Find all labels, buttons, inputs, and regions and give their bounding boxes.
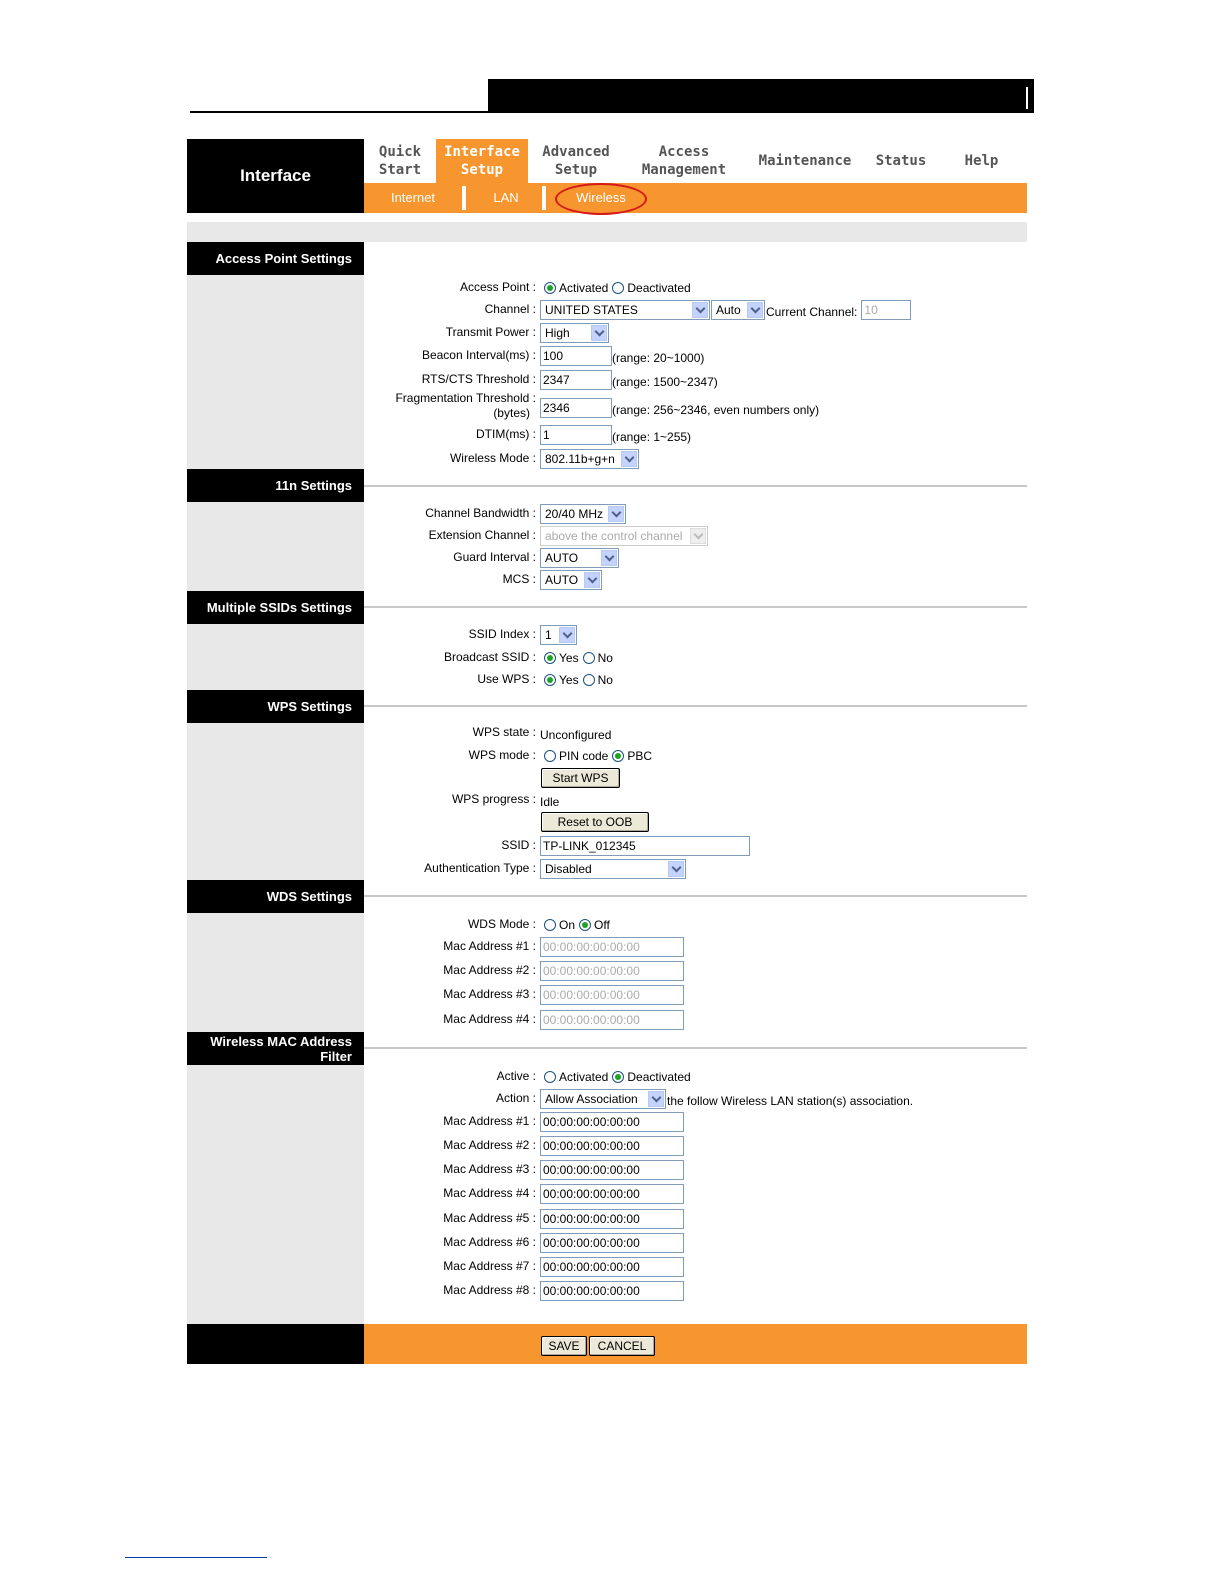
menu-label: Setup xyxy=(460,162,504,178)
row-channel xyxy=(187,299,1027,321)
chevron-down-icon xyxy=(668,861,684,877)
filter-mac-input[interactable]: 00:00:00:00:00:00 xyxy=(540,1160,684,1180)
filter-mac-label: Mac Address #6 : xyxy=(443,1235,536,1249)
section-11n-settings: 11n Settings xyxy=(187,469,364,502)
row-filter-mac-3 xyxy=(187,1159,1027,1181)
page-header-rule xyxy=(190,111,488,113)
filter-action-label: Action : xyxy=(495,1091,536,1105)
start-wps-control xyxy=(541,767,620,789)
submenu-internet[interactable]: Internet xyxy=(390,190,436,205)
section-logo xyxy=(187,139,364,213)
row-mcs xyxy=(187,569,1027,591)
menu-maintenance[interactable]: Maintenance xyxy=(758,153,852,169)
filter-mac-label: Mac Address #1 : xyxy=(443,1114,536,1128)
current-channel-field: 10 xyxy=(861,300,911,320)
broadcast-ssid-yes-radio[interactable] xyxy=(544,652,556,664)
chevron-down-icon xyxy=(692,302,708,318)
transmit-power-select[interactable] xyxy=(540,323,609,343)
menu-label: Quick xyxy=(378,144,422,160)
menu-label: Interface xyxy=(444,144,520,160)
wds-mode-control xyxy=(540,914,610,936)
wds-mac-control xyxy=(540,936,684,958)
filter-mac-input[interactable]: 00:00:00:00:00:00 xyxy=(540,1281,684,1301)
row-broadcast-ssid xyxy=(187,647,1027,669)
chevron-down-icon xyxy=(601,550,617,566)
menu-quick-start[interactable] xyxy=(364,139,436,183)
filter-mac-input[interactable]: 00:00:00:00:00:00 xyxy=(540,1209,684,1229)
row-filter-active xyxy=(187,1066,1027,1088)
section-divider xyxy=(364,705,1027,707)
filter-mac-control xyxy=(540,1135,684,1157)
footer-right xyxy=(364,1324,1027,1364)
channel-number-select[interactable] xyxy=(711,300,765,320)
radio-label: Activated xyxy=(559,281,609,295)
radio-label: Yes xyxy=(559,673,579,687)
select-value: above the control channel xyxy=(545,529,683,543)
row-reset-oob xyxy=(187,811,1027,833)
submenu-separator xyxy=(462,186,466,210)
menu-advanced-setup[interactable] xyxy=(528,139,624,183)
select-value: High xyxy=(545,326,570,340)
submenu-lan[interactable]: LAN xyxy=(493,190,519,205)
chevron-down-icon xyxy=(747,302,763,318)
authentication-type-label: Authentication Type : xyxy=(424,861,536,875)
rts-threshold-label: RTS/CTS Threshold : xyxy=(421,372,536,386)
label-line: Fragmentation Threshold : xyxy=(395,391,536,405)
section-divider xyxy=(364,1047,1027,1049)
row-guard-interval xyxy=(187,547,1027,569)
channel-bandwidth-control xyxy=(540,503,626,525)
chevron-down-icon xyxy=(608,506,624,522)
authentication-type-select[interactable] xyxy=(540,859,686,879)
menu-access-management[interactable] xyxy=(624,139,744,183)
start-wps-button[interactable]: Start WPS xyxy=(541,768,620,788)
extension-channel-label: Extension Channel : xyxy=(428,528,536,542)
footer-left xyxy=(187,1324,364,1364)
chevron-down-icon xyxy=(690,528,706,544)
rts-threshold-control xyxy=(540,369,718,391)
select-value: AUTO xyxy=(545,573,579,587)
row-start-wps xyxy=(187,767,1027,789)
section-divider xyxy=(364,485,1027,487)
select-value: Disabled xyxy=(545,862,592,876)
use-wps-no-radio[interactable] xyxy=(583,674,595,686)
menu-label: Start xyxy=(378,162,422,178)
filter-mac-label: Mac Address #7 : xyxy=(443,1259,536,1273)
section-wps-settings: WPS Settings xyxy=(187,690,364,723)
channel-label: Channel : xyxy=(484,302,536,316)
section-wireless-mac-filter xyxy=(187,1032,364,1065)
wps-state-value: Unconfigured xyxy=(540,728,612,742)
ssid-index-label: SSID Index : xyxy=(468,627,536,641)
filter-mac-control xyxy=(540,1183,684,1205)
filter-mac-label: Mac Address #5 : xyxy=(443,1211,536,1225)
use-wps-yes-radio[interactable] xyxy=(544,674,556,686)
row-wds-mac-3 xyxy=(187,984,1027,1006)
dtim-input[interactable]: 1 xyxy=(540,425,612,445)
radio-label: No xyxy=(597,673,613,687)
dtim-control xyxy=(540,424,691,446)
channel-region-select[interactable] xyxy=(540,300,710,320)
row-wds-mac-4 xyxy=(187,1009,1027,1031)
filter-mac-input[interactable]: 00:00:00:00:00:00 xyxy=(540,1257,684,1277)
wds-mac-input[interactable]: 00:00:00:00:00:00 xyxy=(540,961,684,981)
row-filter-mac-6 xyxy=(187,1232,1027,1254)
select-value: 20/40 MHz xyxy=(545,507,604,521)
menu-label: Advanced xyxy=(542,144,610,160)
filter-mac-control xyxy=(540,1208,684,1230)
wds-mac-input[interactable]: 00:00:00:00:00:00 xyxy=(540,937,684,957)
wps-progress-value: Idle xyxy=(540,795,560,809)
broadcast-ssid-label: Broadcast SSID : xyxy=(443,650,536,664)
rts-threshold-input[interactable]: 2347 xyxy=(540,370,612,390)
main-menu xyxy=(364,139,1027,183)
label-line: (bytes) xyxy=(493,406,530,420)
wds-mac-control xyxy=(540,960,684,982)
chevron-down-icon xyxy=(648,1091,664,1107)
chevron-down-icon xyxy=(584,572,600,588)
wds-mac-label: Mac Address #4 : xyxy=(443,1012,536,1026)
row-fragmentation-threshold xyxy=(187,391,1027,420)
dtim-range-hint: (range: 1~255) xyxy=(612,430,692,444)
fragmentation-range-hint: (range: 256~2346, even numbers only) xyxy=(612,403,820,417)
use-wps-control xyxy=(540,669,613,691)
wps-mode-control xyxy=(540,745,652,767)
filter-mac-input[interactable]: 00:00:00:00:00:00 xyxy=(540,1112,684,1132)
section-divider xyxy=(364,895,1027,897)
row-filter-mac-7 xyxy=(187,1256,1027,1278)
access-point-control xyxy=(540,277,691,299)
mcs-label: MCS : xyxy=(502,572,536,586)
dtim-label: DTIM(ms) : xyxy=(476,427,536,441)
separator-strip xyxy=(187,222,1027,242)
channel-bandwidth-label: Channel Bandwidth : xyxy=(425,506,536,520)
fragmentation-threshold-control xyxy=(540,397,819,419)
wds-mac-control xyxy=(540,984,684,1006)
filter-mac-input[interactable]: 00:00:00:00:00:00 xyxy=(540,1136,684,1156)
filter-mac-label: Mac Address #3 : xyxy=(443,1162,536,1176)
filter-action-control xyxy=(540,1088,913,1110)
row-beacon-interval xyxy=(187,345,1027,367)
channel-control xyxy=(540,299,911,321)
rts-range-hint: (range: 1500~2347) xyxy=(612,375,718,389)
chevron-down-icon xyxy=(591,325,607,341)
row-filter-mac-1 xyxy=(187,1111,1027,1133)
section-divider xyxy=(364,606,1027,608)
section-multiple-ssids-settings: Multiple SSIDs Settings xyxy=(187,591,364,624)
row-wds-mac-2 xyxy=(187,960,1027,982)
row-wds-mac-1 xyxy=(187,936,1027,958)
wds-mode-label: WDS Mode : xyxy=(467,917,536,931)
chevron-down-icon xyxy=(621,451,637,467)
row-wds-mode xyxy=(187,914,1027,936)
broadcast-ssid-control xyxy=(540,647,613,669)
wps-pin-code-radio[interactable] xyxy=(544,750,556,762)
radio-label: PIN code xyxy=(559,749,609,763)
save-button[interactable]: SAVE xyxy=(541,1336,587,1356)
filter-mac-label: Mac Address #4 : xyxy=(443,1186,536,1200)
row-transmit-power xyxy=(187,322,1027,344)
filter-mac-input[interactable]: 00:00:00:00:00:00 xyxy=(540,1184,684,1204)
chevron-down-icon xyxy=(559,627,575,643)
wps-progress-label: WPS progress : xyxy=(451,792,536,806)
transmit-power-control xyxy=(540,322,609,344)
wds-off-radio[interactable] xyxy=(579,919,591,931)
page-footer-rule xyxy=(125,1557,267,1558)
radio-label: Deactivated xyxy=(627,1070,691,1084)
wds-mac-label: Mac Address #1 : xyxy=(443,939,536,953)
wds-mac-input[interactable]: 00:00:00:00:00:00 xyxy=(540,1010,684,1030)
row-access-point xyxy=(187,277,1027,299)
filter-mac-input[interactable]: 00:00:00:00:00:00 xyxy=(540,1233,684,1253)
select-value: AUTO xyxy=(545,551,579,565)
cancel-button[interactable]: CANCEL xyxy=(589,1336,655,1356)
header-marker xyxy=(1026,87,1028,109)
filter-mac-control xyxy=(540,1159,684,1181)
section-title-line: Filter xyxy=(320,1049,352,1064)
wds-on-radio[interactable] xyxy=(544,919,556,931)
current-channel-label: Current Channel: xyxy=(766,305,858,319)
use-wps-label: Use WPS : xyxy=(477,672,536,686)
menu-label: Setup xyxy=(554,162,598,178)
radio-label: Off xyxy=(594,918,610,932)
filter-active-label: Active : xyxy=(496,1069,536,1083)
radio-label: No xyxy=(597,651,613,665)
beacon-interval-control xyxy=(540,345,704,367)
menu-help[interactable]: Help xyxy=(964,153,999,169)
wps-pbc-radio[interactable] xyxy=(612,750,624,762)
row-ssid-index xyxy=(187,624,1027,646)
filter-active-control xyxy=(540,1066,691,1088)
section-title-line: Wireless MAC Address xyxy=(210,1034,352,1049)
wds-mac-control xyxy=(540,1009,684,1031)
menu-label: Access xyxy=(658,144,710,160)
wps-ssid-input[interactable]: TP-LINK_012345 xyxy=(540,836,750,856)
wps-ssid-control xyxy=(540,835,750,857)
fragmentation-threshold-label xyxy=(395,391,536,421)
row-wireless-mode xyxy=(187,448,1027,470)
wps-state-control xyxy=(540,722,611,744)
router-config-panel xyxy=(187,139,1027,1364)
select-value: Allow Association xyxy=(545,1092,638,1106)
guard-interval-label: Guard Interval : xyxy=(453,550,536,564)
fragmentation-threshold-input[interactable]: 2346 xyxy=(540,398,612,418)
menu-status[interactable]: Status xyxy=(875,153,927,169)
radio-label: Deactivated xyxy=(627,281,691,295)
section-access-point-settings: Access Point Settings xyxy=(187,242,364,275)
row-wps-mode xyxy=(187,745,1027,767)
row-wps-ssid xyxy=(187,835,1027,857)
row-extension-channel xyxy=(187,525,1027,547)
select-value: 802.11b+g+n xyxy=(545,452,615,466)
guard-interval-select[interactable] xyxy=(540,548,619,568)
wds-mac-label: Mac Address #3 : xyxy=(443,987,536,1001)
filter-mac-label: Mac Address #2 : xyxy=(443,1138,536,1152)
filter-mac-control xyxy=(540,1280,684,1302)
beacon-interval-input[interactable]: 100 xyxy=(540,346,612,366)
wps-progress-control xyxy=(540,789,559,811)
wireless-mode-control xyxy=(540,448,639,470)
wireless-mode-select[interactable] xyxy=(540,449,639,469)
transmit-power-label: Transmit Power : xyxy=(445,325,536,339)
wps-state-label: WPS state : xyxy=(472,725,536,739)
select-value: UNITED STATES xyxy=(545,303,638,317)
select-value: Auto xyxy=(716,303,741,317)
mcs-select[interactable] xyxy=(540,570,602,590)
wds-mac-label: Mac Address #2 : xyxy=(443,963,536,977)
access-point-deactivated-radio[interactable] xyxy=(612,282,624,294)
wps-ssid-label: SSID : xyxy=(501,838,536,852)
radio-label: On xyxy=(559,918,576,932)
row-filter-mac-8 xyxy=(187,1280,1027,1302)
beacon-interval-label: Beacon Interval(ms) : xyxy=(421,348,536,362)
row-dtim xyxy=(187,424,1027,446)
filter-mac-control xyxy=(540,1111,684,1133)
filter-mac-control xyxy=(540,1256,684,1278)
mcs-control xyxy=(540,569,602,591)
radio-label: Activated xyxy=(559,1070,609,1084)
row-use-wps xyxy=(187,669,1027,691)
row-filter-mac-2 xyxy=(187,1135,1027,1157)
row-channel-bandwidth xyxy=(187,503,1027,525)
sub-menu xyxy=(364,183,1027,213)
channel-bandwidth-select[interactable] xyxy=(540,504,626,524)
row-wps-state xyxy=(187,722,1027,744)
ssid-index-control xyxy=(540,624,577,646)
filter-deactivated-radio[interactable] xyxy=(612,1071,624,1083)
extension-channel-control xyxy=(540,525,708,547)
access-point-label: Access Point : xyxy=(459,280,536,294)
filter-mac-label: Mac Address #8 : xyxy=(443,1283,536,1297)
menu-interface-setup[interactable] xyxy=(436,139,528,183)
filter-action-select[interactable] xyxy=(540,1089,666,1109)
submenu-wireless[interactable]: Wireless xyxy=(576,190,626,205)
row-wps-progress xyxy=(187,789,1027,811)
radio-label: PBC xyxy=(627,749,653,763)
menu-label: Management xyxy=(641,162,727,178)
authentication-type-control xyxy=(540,858,686,880)
row-filter-mac-5 xyxy=(187,1208,1027,1230)
filter-activated-radio[interactable] xyxy=(544,1071,556,1083)
radio-label: Yes xyxy=(559,651,579,665)
row-filter-mac-4 xyxy=(187,1183,1027,1205)
logo-label: Interface xyxy=(240,166,311,185)
access-point-activated-radio[interactable] xyxy=(544,282,556,294)
wireless-mode-label: Wireless Mode : xyxy=(449,451,536,465)
submenu-separator xyxy=(542,186,546,210)
reset-oob-control xyxy=(541,811,649,833)
broadcast-ssid-no-radio[interactable] xyxy=(583,652,595,664)
footer-bar xyxy=(187,1324,1027,1364)
wds-mac-input[interactable]: 00:00:00:00:00:00 xyxy=(540,985,684,1005)
wps-mode-label: WPS mode : xyxy=(468,748,536,762)
filter-action-suffix: the follow Wireless LAN station(s) association. xyxy=(667,1094,914,1108)
row-rts-threshold xyxy=(187,369,1027,391)
filter-mac-control xyxy=(540,1232,684,1254)
extension-channel-select[interactable] xyxy=(540,526,708,546)
select-value: 1 xyxy=(545,628,552,642)
page-header-bar xyxy=(488,79,1034,113)
beacon-range-hint: (range: 20~1000) xyxy=(612,351,705,365)
section-wds-settings: WDS Settings xyxy=(187,880,364,913)
reset-to-oob-button[interactable]: Reset to OOB xyxy=(541,812,649,832)
ssid-index-select[interactable] xyxy=(540,625,577,645)
guard-interval-control xyxy=(540,547,619,569)
row-authentication-type xyxy=(187,858,1027,880)
row-filter-action xyxy=(187,1088,1027,1110)
